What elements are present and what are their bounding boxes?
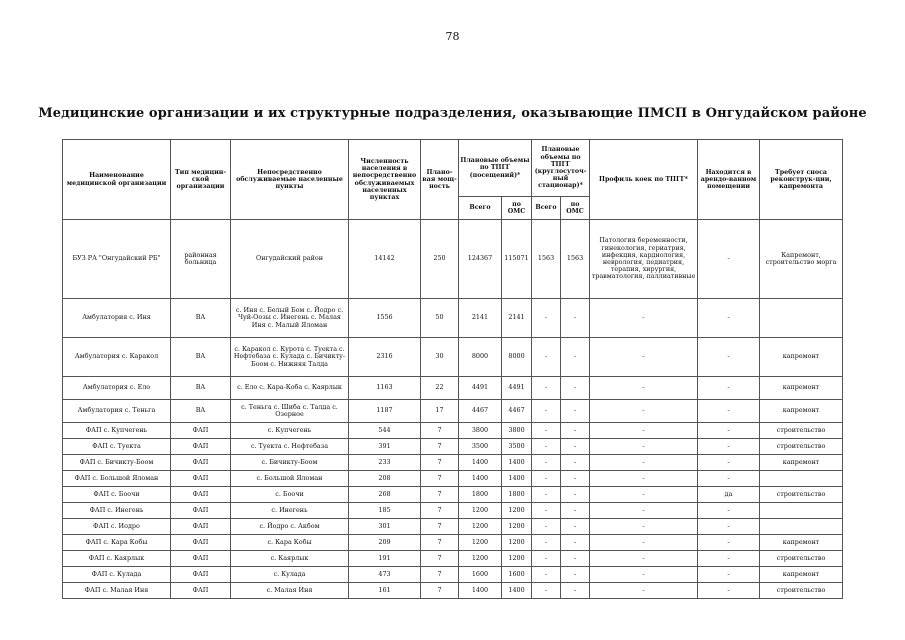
cell-hosp-oms: - [561, 503, 590, 519]
cell-profile: - [590, 503, 698, 519]
cell-name: Амбулатория с. Иня [63, 299, 171, 338]
cell-visits-total: 1400 [459, 583, 502, 599]
cell-name: Амбулатория с. Каракол [63, 338, 171, 377]
cell-visits-total: 1200 [459, 519, 502, 535]
cell-repair [760, 519, 843, 535]
cell-repair [760, 299, 843, 338]
cell-name: ФАП с. Туекта [63, 439, 171, 455]
cell-hosp-total: - [532, 299, 561, 338]
table-row [63, 551, 843, 567]
cell-capacity: 7 [421, 423, 459, 439]
cell-hosp-total: - [532, 551, 561, 567]
cell-visits-oms: 1200 [502, 503, 532, 519]
cell-hosp-oms: - [561, 535, 590, 551]
cell-visits-total: 8000 [459, 338, 502, 377]
cell-rented: да [698, 487, 760, 503]
cell-type: ФАП [171, 567, 231, 583]
cell-population: 2316 [349, 338, 421, 377]
cell-name: ФАП с. Кулада [63, 567, 171, 583]
table-row [63, 535, 843, 551]
cell-capacity: 7 [421, 503, 459, 519]
cell-repair: строительство [760, 551, 843, 567]
cell-capacity: 250 [421, 220, 459, 299]
cell-settlements: с. Кулада [231, 567, 349, 583]
cell-hosp-total: - [532, 338, 561, 377]
cell-repair: капремонт [760, 455, 843, 471]
cell-name: ФАП с. Малая Иня [63, 583, 171, 599]
cell-population: 391 [349, 439, 421, 455]
header-tpgg-visits: Плановые объемы по ТПГГ (посещений)* [459, 140, 532, 197]
cell-visits-oms: 1800 [502, 487, 532, 503]
cell-visits-total: 1200 [459, 535, 502, 551]
cell-settlements: с. Йодро с. Акбом [231, 519, 349, 535]
cell-settlements: Онгудайский район [231, 220, 349, 299]
cell-population: 185 [349, 503, 421, 519]
cell-profile: Патология беременности, гинекология, гериатрия, инфекция, кардиология, неврология, педиатрия, терапия, хирургия, травматология, паллиативные [590, 220, 698, 299]
cell-profile: - [590, 567, 698, 583]
cell-rented: - [698, 567, 760, 583]
cell-hosp-oms: - [561, 455, 590, 471]
cell-rented: - [698, 377, 760, 400]
cell-hosp-oms: - [561, 487, 590, 503]
cell-rented: - [698, 338, 760, 377]
cell-name: БУЗ РА "Онгудайский РБ" [63, 220, 171, 299]
cell-settlements: с. Ело с. Кара-Коба с. Каярлык [231, 377, 349, 400]
cell-rented: - [698, 455, 760, 471]
cell-hosp-total: - [532, 583, 561, 599]
cell-population: 233 [349, 455, 421, 471]
cell-name: ФАП с. Каярлык [63, 551, 171, 567]
cell-visits-total: 4491 [459, 377, 502, 400]
cell-visits-total: 1400 [459, 471, 502, 487]
cell-name: ФАП с. Иодро [63, 519, 171, 535]
cell-repair: строительство [760, 439, 843, 455]
cell-type: ФАП [171, 503, 231, 519]
header-type: Тип медицин-ской организации [171, 140, 231, 220]
cell-type: ФАП [171, 519, 231, 535]
cell-profile: - [590, 377, 698, 400]
cell-visits-oms: 3800 [502, 423, 532, 439]
cell-rented: - [698, 439, 760, 455]
cell-visits-total: 1200 [459, 503, 502, 519]
cell-profile: - [590, 423, 698, 439]
table-row [63, 487, 843, 503]
table-row [63, 583, 843, 599]
cell-profile: - [590, 583, 698, 599]
cell-visits-oms: 1200 [502, 551, 532, 567]
cell-capacity: 7 [421, 487, 459, 503]
cell-type: ФАП [171, 551, 231, 567]
cell-repair: Капремонт, строительство морга [760, 220, 843, 299]
document-title: Медицинские организации и их структурные подразделения, оказывающие ПМСП в Онгудайском районе [38, 106, 867, 121]
cell-hosp-total: - [532, 487, 561, 503]
cell-capacity: 7 [421, 455, 459, 471]
cell-population: 208 [349, 471, 421, 487]
cell-capacity: 30 [421, 338, 459, 377]
cell-type: ФАП [171, 471, 231, 487]
cell-settlements: с. Каярлык [231, 551, 349, 567]
cell-type: ВА [171, 338, 231, 377]
table-row [63, 299, 843, 338]
cell-rented: - [698, 220, 760, 299]
cell-visits-total: 1800 [459, 487, 502, 503]
cell-visits-total: 3500 [459, 439, 502, 455]
cell-population: 161 [349, 583, 421, 599]
cell-population: 1187 [349, 400, 421, 423]
header-population: Численность населения в непосредственно обслуживаемых населенных пунктах [349, 140, 421, 220]
cell-type: ВА [171, 377, 231, 400]
cell-hosp-oms: - [561, 400, 590, 423]
cell-settlements: с. Боочи [231, 487, 349, 503]
table-row [63, 423, 843, 439]
cell-profile: - [590, 439, 698, 455]
cell-population: 191 [349, 551, 421, 567]
cell-name: Амбулатория с. Ело [63, 377, 171, 400]
header-name: Наименование медицинской организации [63, 140, 171, 220]
header-capacity: Плано-вая мощ-ность [421, 140, 459, 220]
cell-hosp-oms: - [561, 338, 590, 377]
cell-visits-oms: 8000 [502, 338, 532, 377]
cell-profile: - [590, 519, 698, 535]
cell-visits-total: 124367 [459, 220, 502, 299]
cell-capacity: 7 [421, 551, 459, 567]
cell-type: ФАП [171, 583, 231, 599]
cell-name: ФАП с. Инегень [63, 503, 171, 519]
cell-visits-oms: 1400 [502, 583, 532, 599]
table-row [63, 567, 843, 583]
cell-visits-total: 1400 [459, 455, 502, 471]
cell-visits-oms: 4491 [502, 377, 532, 400]
cell-population: 209 [349, 535, 421, 551]
cell-rented: - [698, 299, 760, 338]
header-visits-total: Всего [459, 197, 502, 220]
table-body [63, 220, 843, 599]
cell-repair: строительство [760, 583, 843, 599]
table-row [63, 338, 843, 377]
cell-settlements: с. Большой Яломан [231, 471, 349, 487]
cell-hosp-total: - [532, 439, 561, 455]
cell-profile: - [590, 299, 698, 338]
cell-visits-total: 1600 [459, 567, 502, 583]
cell-hosp-total: - [532, 567, 561, 583]
cell-name: ФАП с. Купчегень [63, 423, 171, 439]
table-row [63, 400, 843, 423]
cell-type: ФАП [171, 439, 231, 455]
header-tpgg-hospital: Плановые объемы по ТПГГ (круглосуточ-ный стационар)* [532, 140, 590, 197]
cell-settlements: с. Туекта с. Нефтебаза [231, 439, 349, 455]
cell-repair: капремонт [760, 338, 843, 377]
cell-visits-total: 2141 [459, 299, 502, 338]
cell-hosp-total: - [532, 400, 561, 423]
cell-hosp-oms: - [561, 567, 590, 583]
cell-repair: капремонт [760, 567, 843, 583]
cell-type: ВА [171, 299, 231, 338]
cell-type: ВА [171, 400, 231, 423]
cell-capacity: 22 [421, 377, 459, 400]
cell-visits-oms: 115071 [502, 220, 532, 299]
cell-settlements: с. Купчегень [231, 423, 349, 439]
cell-repair [760, 471, 843, 487]
cell-settlements: с. Бичикту-Боом [231, 455, 349, 471]
cell-visits-total: 1200 [459, 551, 502, 567]
cell-type: ФАП [171, 535, 231, 551]
cell-population: 1556 [349, 299, 421, 338]
cell-profile: - [590, 471, 698, 487]
cell-hosp-oms: 1563 [561, 220, 590, 299]
cell-hosp-total: - [532, 519, 561, 535]
cell-rented: - [698, 423, 760, 439]
cell-profile: - [590, 338, 698, 377]
cell-capacity: 7 [421, 439, 459, 455]
cell-visits-total: 3800 [459, 423, 502, 439]
cell-visits-oms: 1200 [502, 519, 532, 535]
cell-capacity: 7 [421, 519, 459, 535]
cell-repair: строительство [760, 423, 843, 439]
cell-name: ФАП с. Кара Кобы [63, 535, 171, 551]
cell-capacity: 7 [421, 567, 459, 583]
header-bed-profile: Профиль коек по ТПГГ* [590, 140, 698, 220]
cell-repair: капремонт [760, 377, 843, 400]
cell-hosp-total: - [532, 503, 561, 519]
cell-settlements: с. Теньга с. Шиба с. Талда с. Озерное [231, 400, 349, 423]
cell-hosp-total: 1563 [532, 220, 561, 299]
header-settlements: Непосредственно обслуживаемые населенные пункты [231, 140, 349, 220]
cell-name: ФАП с. Бичикту-Боом [63, 455, 171, 471]
cell-name: ФАП с. Боочи [63, 487, 171, 503]
cell-hosp-oms: - [561, 423, 590, 439]
cell-type: ФАП [171, 455, 231, 471]
header-rented: Находится в арендо-ванном помещении [698, 140, 760, 220]
cell-settlements: с. Инегень [231, 503, 349, 519]
header-repair: Требует сноса реконструк-ции, капремонта [760, 140, 843, 220]
cell-profile: - [590, 487, 698, 503]
cell-visits-oms: 2141 [502, 299, 532, 338]
cell-name: Амбулатория с. Теньга [63, 400, 171, 423]
cell-capacity: 7 [421, 583, 459, 599]
table-row [63, 471, 843, 487]
cell-visits-oms: 1400 [502, 471, 532, 487]
cell-hosp-oms: - [561, 439, 590, 455]
cell-visits-total: 4467 [459, 400, 502, 423]
cell-population: 14142 [349, 220, 421, 299]
cell-hosp-total: - [532, 377, 561, 400]
page-number: 78 [445, 30, 460, 43]
cell-hosp-total: - [532, 535, 561, 551]
cell-settlements: с. Кара Кобы [231, 535, 349, 551]
cell-hosp-oms: - [561, 471, 590, 487]
organizations-table [62, 139, 843, 599]
cell-capacity: 17 [421, 400, 459, 423]
cell-rented: - [698, 551, 760, 567]
cell-name: ФАП с. Большой Яломан [63, 471, 171, 487]
cell-repair: капремонт [760, 535, 843, 551]
cell-type: ФАП [171, 487, 231, 503]
cell-rented: - [698, 503, 760, 519]
cell-population: 268 [349, 487, 421, 503]
cell-rented: - [698, 471, 760, 487]
cell-hosp-total: - [532, 455, 561, 471]
cell-visits-oms: 3500 [502, 439, 532, 455]
cell-visits-oms: 1600 [502, 567, 532, 583]
cell-type: ФАП [171, 423, 231, 439]
cell-profile: - [590, 455, 698, 471]
header-visits-oms: по ОМС [502, 197, 532, 220]
cell-profile: - [590, 400, 698, 423]
cell-visits-oms: 4467 [502, 400, 532, 423]
cell-repair: строительство [760, 487, 843, 503]
table-row [63, 377, 843, 400]
cell-hosp-total: - [532, 471, 561, 487]
cell-capacity: 7 [421, 471, 459, 487]
cell-population: 1163 [349, 377, 421, 400]
cell-type: районная больница [171, 220, 231, 299]
cell-profile: - [590, 535, 698, 551]
cell-repair [760, 503, 843, 519]
table-row [63, 439, 843, 455]
header-hosp-oms: по ОМС [561, 197, 590, 220]
table-row [63, 220, 843, 299]
cell-settlements: с. Малая Иня [231, 583, 349, 599]
table-row [63, 455, 843, 471]
cell-rented: - [698, 583, 760, 599]
header-hosp-total: Всего [532, 197, 561, 220]
cell-hosp-total: - [532, 423, 561, 439]
cell-hosp-oms: - [561, 377, 590, 400]
cell-visits-oms: 1200 [502, 535, 532, 551]
cell-profile: - [590, 551, 698, 567]
cell-repair: капремонт [760, 400, 843, 423]
cell-population: 473 [349, 567, 421, 583]
cell-hosp-oms: - [561, 551, 590, 567]
cell-hosp-oms: - [561, 299, 590, 338]
cell-visits-oms: 1400 [502, 455, 532, 471]
cell-population: 544 [349, 423, 421, 439]
cell-capacity: 50 [421, 299, 459, 338]
cell-hosp-oms: - [561, 583, 590, 599]
cell-population: 301 [349, 519, 421, 535]
cell-settlements: с. Иня с. Белый Бом с. Йодро с. Чуй-Оозы с. Инегень с. Малая Иня с. Малый Яломан [231, 299, 349, 338]
cell-rented: - [698, 519, 760, 535]
cell-hosp-oms: - [561, 519, 590, 535]
cell-settlements: с. Каракол с. Курота с. Туекта с. Нефтебаза с. Кулада с. Бичикту-Боом с. Нижняя Талда [231, 338, 349, 377]
cell-rented: - [698, 400, 760, 423]
cell-rented: - [698, 535, 760, 551]
table-row [63, 503, 843, 519]
table-row [63, 519, 843, 535]
cell-capacity: 7 [421, 535, 459, 551]
